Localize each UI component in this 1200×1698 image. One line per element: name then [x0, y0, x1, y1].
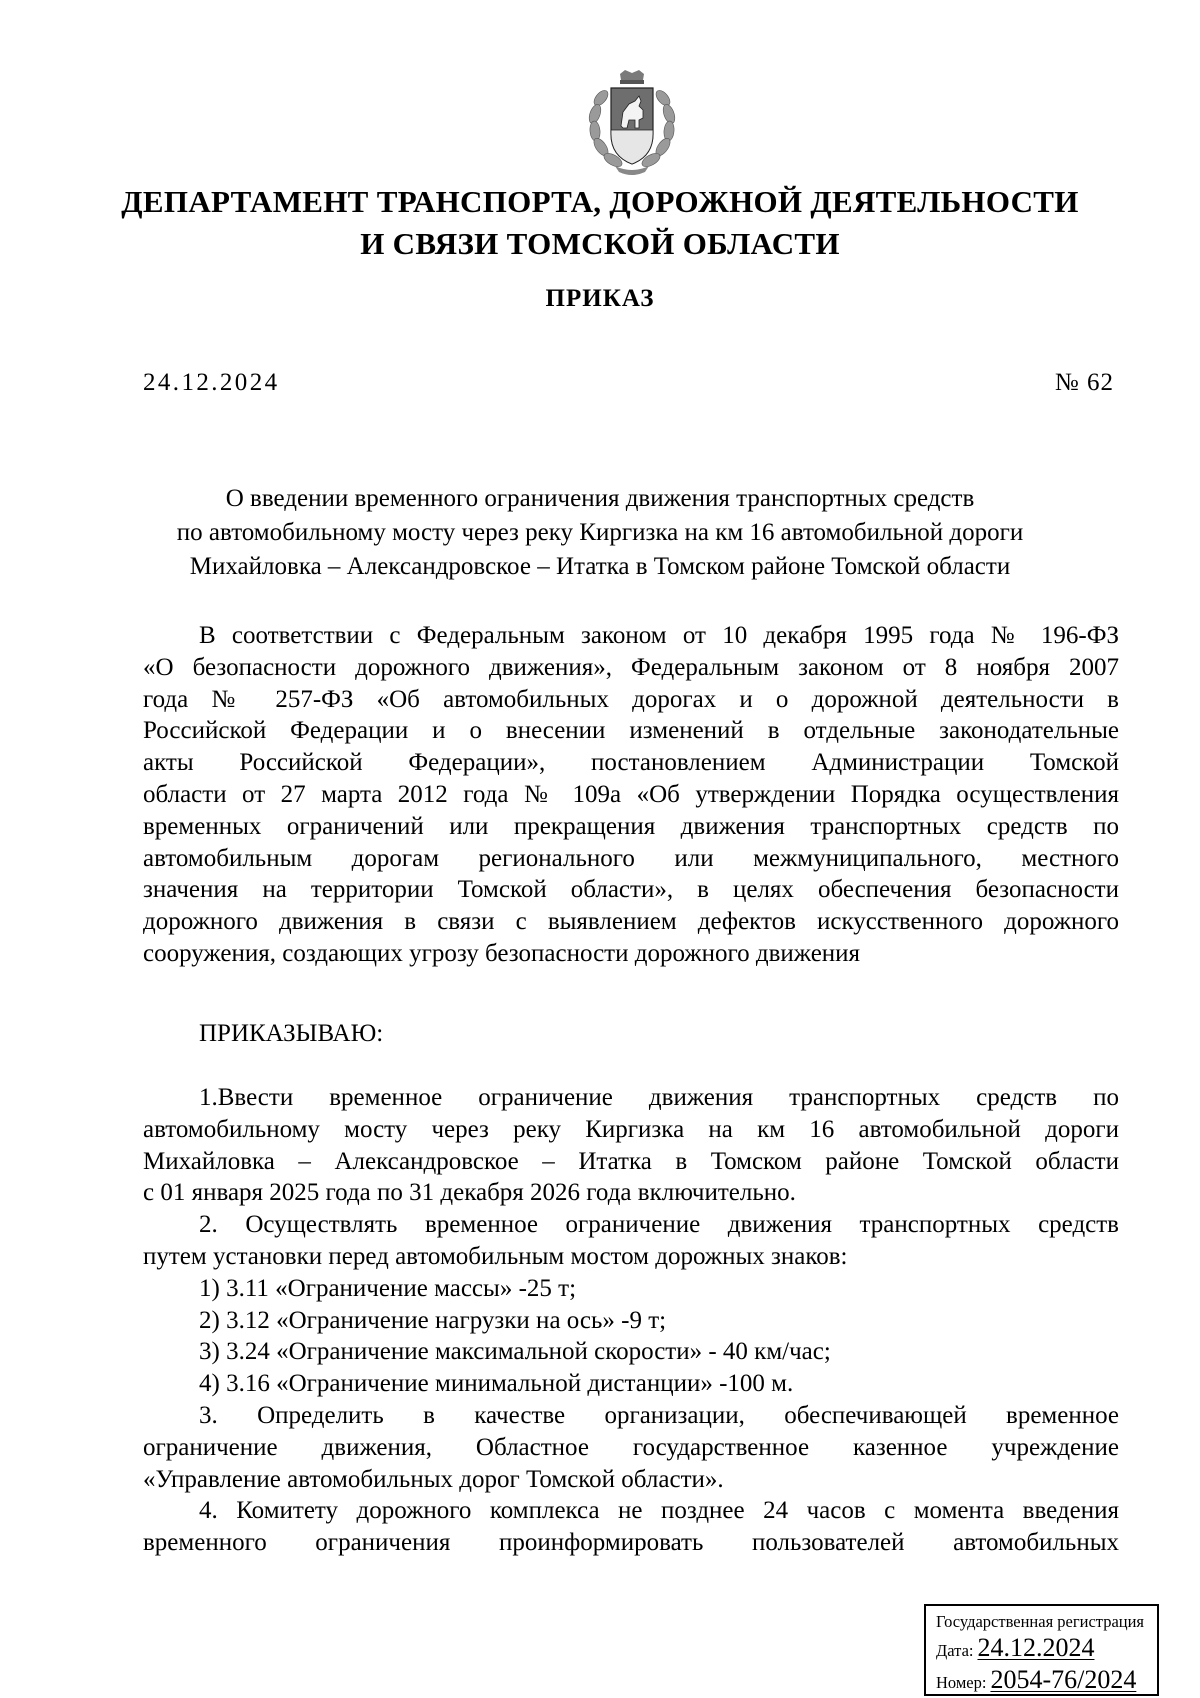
order-number: № 62 [1054, 369, 1114, 396]
preamble-line: «О безопасности дорожного движения», Федеральным законом от 8 ноября 2007 [143, 653, 1119, 681]
document-type: ПРИКАЗ [545, 285, 655, 312]
order-subject [120, 482, 1080, 584]
sign-item: 3) 3.24 «Ограничение максимальной скорости» - 40 км/час; [199, 1338, 831, 1366]
point-line: автомобильному мосту через реку Киргизка на км 16 автомобильной дороги [143, 1115, 1119, 1143]
stamp-date-row [936, 1634, 1149, 1666]
subject-line: О введении временного ограничения движения транспортных средств [225, 485, 975, 512]
stamp-title: Государственная регистрация [936, 1612, 1145, 1631]
stamp-number-row [936, 1666, 1149, 1698]
point-line: Михайловка – Александровское – Итатка в Томском районе Томской области [143, 1147, 1119, 1175]
order-verb: ПРИКАЗЫВАЮ: [199, 1020, 384, 1047]
stamp-date-label: Дата: [936, 1641, 974, 1660]
sign-item: 4) 3.16 «Ограничение минимальной дистанции» -100 м. [199, 1370, 794, 1398]
preamble-line: В соответствии с Федеральным законом от 10 декабря 1995 года № 196-ФЗ [199, 622, 1119, 649]
stamp-number-label: Номер: [936, 1673, 987, 1692]
point-line: с 01 января 2025 года по 31 декабря 2026 года включительно. [143, 1179, 796, 1207]
stamp-date-value: 24.12.2024 [977, 1633, 1095, 1662]
point-line: путем установки перед автомобильным мостом дорожных знаков: [143, 1242, 848, 1270]
coat-of-arms-icon [573, 68, 691, 176]
preamble-line: области от 27 марта 2012 года № 109а «Об утверждении Порядка осуществления [143, 780, 1119, 808]
subject-line: по автомобильному мосту через реку Киргизка на км 16 автомобильной дороги [176, 519, 1024, 546]
preamble-line: сооружения, создающих угрозу безопасности дорожного движения [143, 939, 861, 967]
preamble-line: автомобильным дорогам регионального или межмуниципального, местного [143, 844, 1119, 872]
department-title [100, 181, 1100, 265]
order-points [143, 1082, 1119, 1559]
point-line: 4. Комитету дорожного комплекса не позднее 24 часов с момента введения [199, 1497, 1119, 1525]
preamble-paragraph [143, 620, 1119, 970]
point-line: 1.Ввести временное ограничение движения транспортных средств по [199, 1084, 1119, 1111]
point-line: временного ограничения проинформировать пользователей автомобильных [143, 1529, 1119, 1557]
preamble-line: значения на территории Томской области», в целях обеспечения безопасности [143, 876, 1119, 904]
point-line: 2. Осуществлять временное ограничение движения транспортных средств [199, 1211, 1119, 1239]
registration-stamp [924, 1604, 1159, 1696]
sign-item: 2) 3.12 «Ограничение нагрузки на ось» -9 т; [199, 1306, 667, 1334]
preamble-line: акты Российской Федерации», постановлением Администрации Томской [143, 749, 1119, 777]
point-line: ограничение движения, Областное государственное казенное учреждение [143, 1433, 1119, 1461]
department-title-line: И СВЯЗИ ТОМСКОЙ ОБЛАСТИ [360, 226, 840, 261]
point-line: «Управление автомобильных дорог Томской области». [143, 1465, 724, 1493]
order-date: 24.12.2024 [143, 369, 280, 396]
point-line: 3. Определить в качестве организации, обеспечивающей временное [199, 1401, 1119, 1429]
preamble-line: временных ограничений или прекращения движения транспортных средств по [143, 812, 1119, 840]
preamble-line: Российской Федерации и о внесении изменений в отдельные законодательные [143, 717, 1119, 745]
sign-item: 1) 3.11 «Ограничение массы» -25 т; [199, 1274, 577, 1302]
subject-line: Михайловка – Александровское – Итатка в Томском районе Томской области [189, 553, 1011, 580]
department-title-line: ДЕПАРТАМЕНТ ТРАНСПОРТА, ДОРОЖНОЙ ДЕЯТЕЛЬНОСТИ [121, 184, 1079, 219]
preamble-line: дорожного движения в связи с выявлением дефектов искусственного дорожного [143, 908, 1119, 936]
stamp-number-value: 2054-76/2024 [990, 1665, 1137, 1694]
preamble-line: года № 257-ФЗ «Об автомобильных дорогах и о дорожной деятельности в [143, 685, 1119, 713]
